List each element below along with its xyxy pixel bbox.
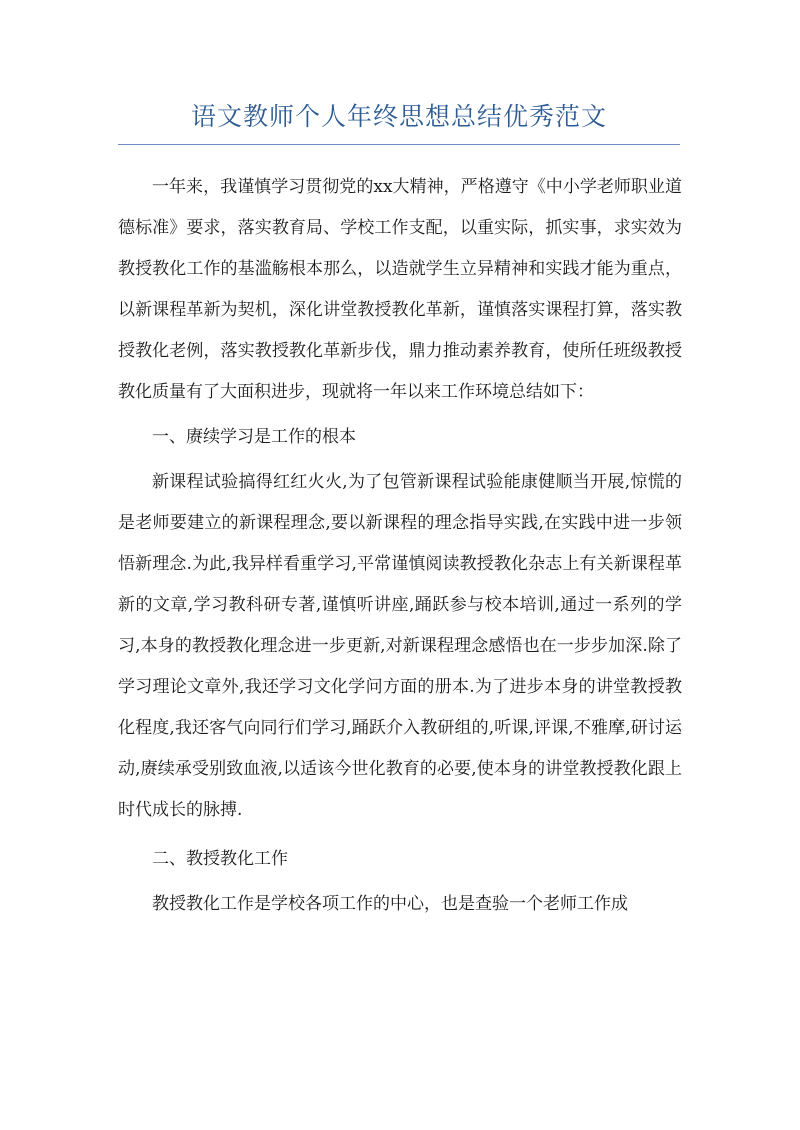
title-underline: [118, 144, 680, 145]
section-heading-1: 一、赓续学习是工作的根本: [152, 427, 356, 447]
section-heading-2: 二、教授教化工作: [152, 849, 288, 869]
paragraph-learning: 新课程试验搞得红红火火,为了包管新课程试验能康健顺当开展,惊慌的是老师要建立的新课程理念,要以新课程的理念指导实践,在实践中进一步领悟新理念.为此,我异样看重学习,平常谨慎阅读教授教化杂志上有关新课程革新的文章,学习教科研专著,谨慎听讲座,踊跃参与校本培训,通过一系列的学习,本身的教授教化理念进一步更新,对新课程理念感悟也在一步步加深.除了学习理论文章外,我还学习文化学问方面的册本.为了进步本身的讲堂教授教化程度,我还客气向同行们学习,踊跃介入教研组的,听课,评课,不雅摩,研讨运动,赓续承受别致血液,以适该今世化教育的必要,使本身的讲堂教授教化跟上时代成长的脉搏.: [118, 472, 682, 820]
paragraph-intro: 一年来，我谨慎学习贯彻党的xx大精神，严格遵守《中小学老师职业道德标准》要求，落实教育局、学校工作支配，以重实际，抓实事，求实效为教授教化工作的基滥觞根本那么，以造就学生立异精神和实践才能为重点，以新课程革新为契机，深化讲堂教授教化革新，谨慎落实课程打算，落实教授教化老例，落实教授教化革新步伐，鼎力推动素养教育，使所任班级教授教化质量有了大面积进步，现就将一年以来工作环境总结如下：: [118, 177, 682, 402]
document-body: [118, 167, 682, 925]
paragraph-teaching: 教授教化工作是学校各项工作的中心，也是查验一个老师工作成: [152, 894, 628, 914]
document-title: 语文教师个人年终思想总结优秀范文: [190, 102, 607, 131]
